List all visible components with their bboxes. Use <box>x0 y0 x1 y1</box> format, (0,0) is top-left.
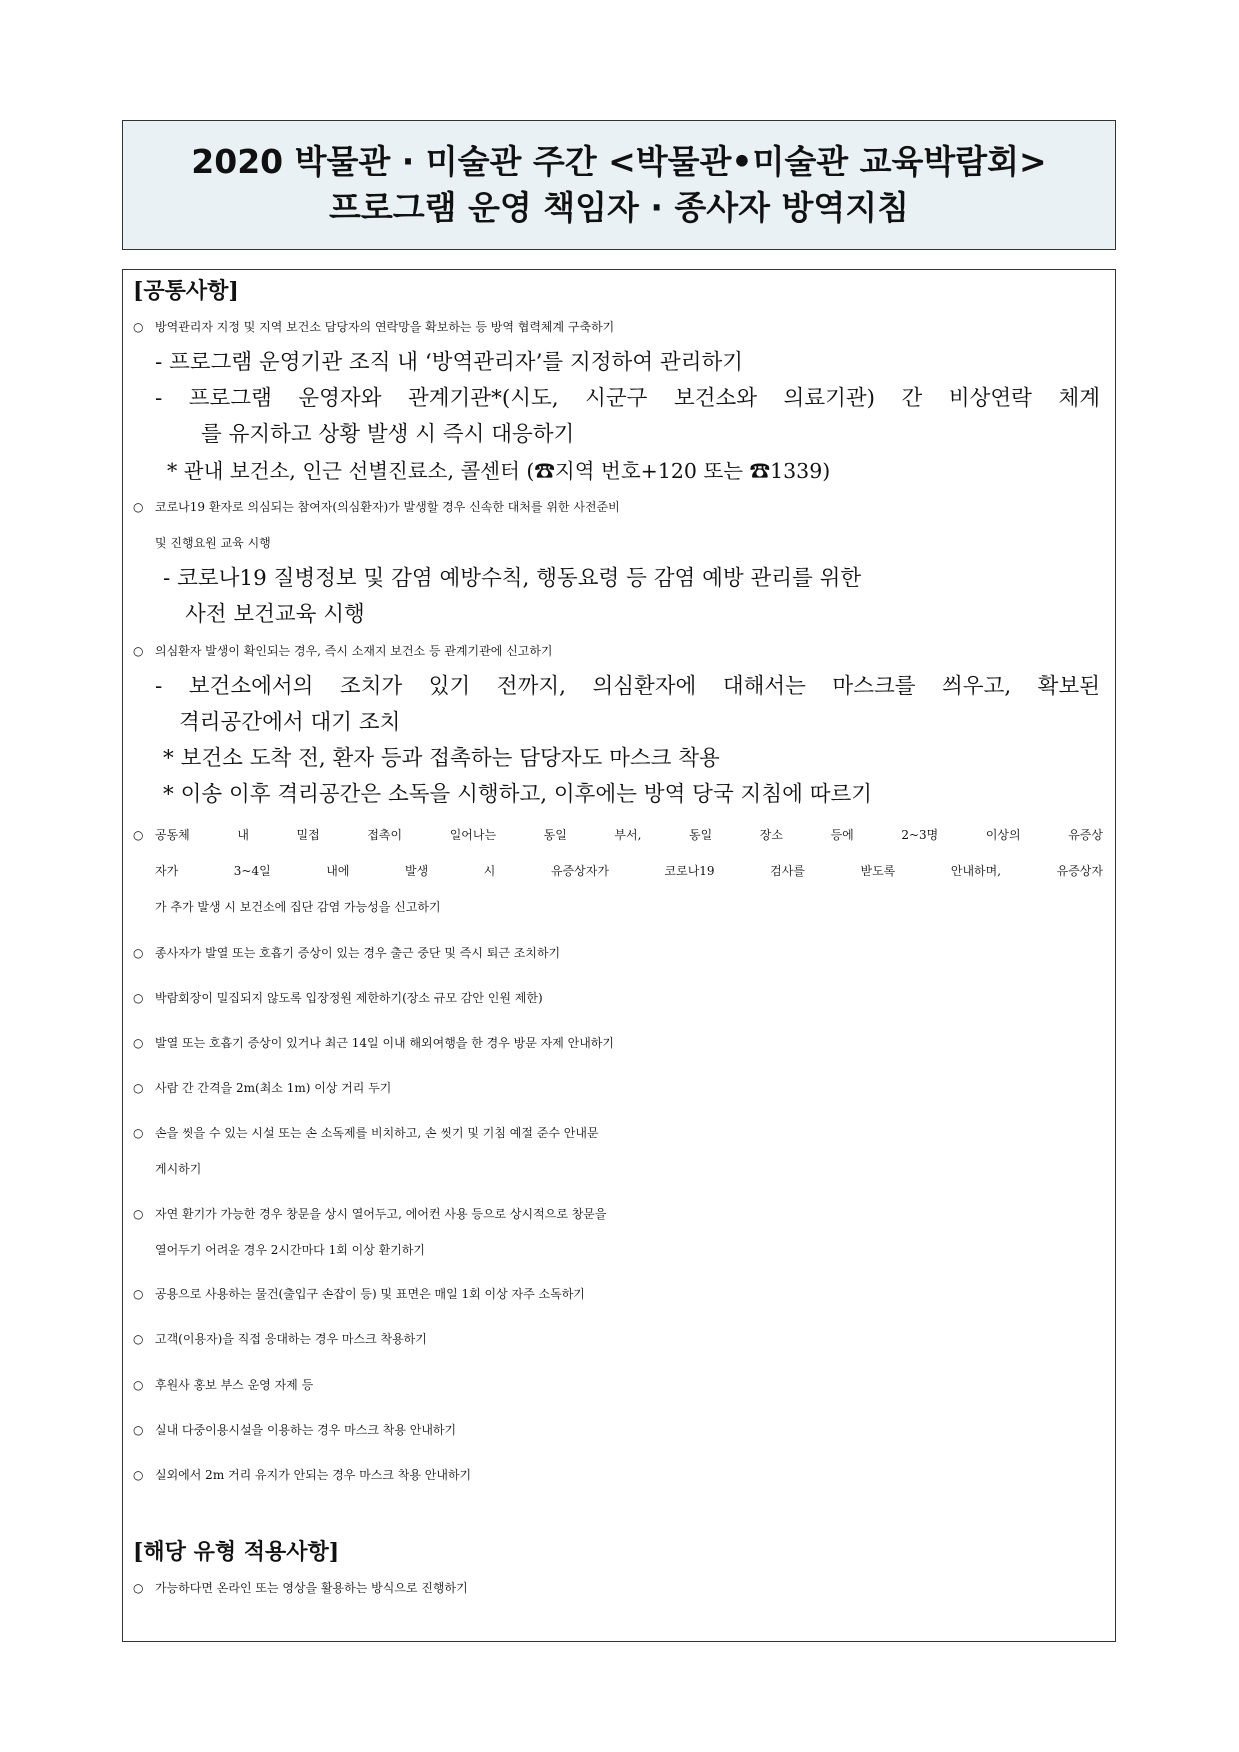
item-text: 코로나19 환자로 의심되는 참여자(의심환자)가 발생할 경우 신속한 대처를 위한 사전준비 <box>155 500 620 514</box>
item-text: 자연 환기가 가능한 경우 창문을 상시 열어두고, 에어컨 사용 등으로 상시적으로 창문을 <box>155 1207 607 1221</box>
list-item <box>133 1412 1103 1448</box>
item-text: 가 추가 발생 시 보건소에 집단 감염 가능성을 신고하기 <box>155 900 441 914</box>
guideline-content-box <box>122 269 1116 1642</box>
bullet-circle: ○ <box>133 1081 144 1095</box>
item-text: 박람회장이 밀집되지 않도록 입장정원 제한하기(장소 규모 감안 인원 제한) <box>155 991 543 1005</box>
bullet-circle: ○ <box>133 320 144 334</box>
item-text: 고객(이용자)을 직접 응대하는 경우 마스크 착용하기 <box>155 1332 427 1346</box>
bullet-circle: ○ <box>133 1036 144 1050</box>
item-text: 후원사 홍보 부스 운영 자제 등 <box>155 1378 314 1392</box>
item-text: 격리공간에서 대기 조치 <box>179 710 401 735</box>
item-text: 가능하다면 온라인 또는 영상을 활용하는 방식으로 진행하기 <box>155 1581 468 1595</box>
bullet-circle: ○ <box>133 1581 144 1595</box>
list-item <box>133 633 1103 669</box>
list-item <box>133 1367 1103 1403</box>
bullet-circle: ○ <box>133 644 144 658</box>
item-text: 를 유지하고 상황 발생 시 즉시 대응하기 <box>201 422 575 447</box>
item-text: 공동체 내 밀접 접촉이 일어나는 동일 부서, 동일 장소 등에 2~3명 이상의 유증상 <box>155 828 1103 842</box>
list-item <box>133 817 1103 925</box>
title-box <box>122 120 1116 250</box>
specific-section-heading: [해당 유형 적용사항] <box>133 1539 340 1565</box>
bullet-circle: ○ <box>133 1207 144 1221</box>
bullet-circle: ○ <box>133 1468 144 1482</box>
bullet-circle: ○ <box>133 1332 144 1346</box>
item-text: - 보건소에서의 조치가 있기 전까지, 의심환자에 대해서는 마스크를 씌우고, 확보된 <box>155 674 1100 699</box>
document-title-line-2: 프로그램 운영 책임자 · 종사자 방역지침 <box>328 188 910 227</box>
item-text: 열어두기 어려운 경우 2시간마다 1회 이상 환기하기 <box>155 1243 425 1257</box>
item-text: * 관내 보건소, 인근 선별진료소, 콜센터 (☎지역 번호+120 또는 ☎1339) <box>167 459 831 483</box>
item-text: - 프로그램 운영기관 조직 내 ‘방역관리자’를 지정하여 관리하기 <box>155 350 744 375</box>
item-text: 발열 또는 호흡기 증상이 있거나 최근 14일 이내 해외여행을 한 경우 방문 자제 안내하기 <box>155 1036 614 1050</box>
item-text: * 보건소 도착 전, 환자 등과 접촉하는 담당자도 마스크 착용 <box>163 746 720 771</box>
list-item <box>133 980 1103 1016</box>
item-text: 종사자가 발열 또는 호흡기 증상이 있는 경우 출근 중단 및 즉시 퇴근 조치하기 <box>155 946 561 960</box>
list-item <box>133 1457 1103 1493</box>
list-item <box>133 1115 1103 1187</box>
item-text: - 코로나19 질병정보 및 감염 예방수칙, 행동요령 등 감염 예방 관리를 위한 <box>163 566 862 591</box>
common-section-heading: [공통사항] <box>133 278 239 304</box>
list-note <box>133 453 1137 489</box>
list-subitem <box>133 381 1125 453</box>
item-text: 공용으로 사용하는 물건(출입구 손잡이 등) 및 표면은 매일 1회 이상 자주 소독하기 <box>155 1287 585 1301</box>
item-text: 게시하기 <box>155 1162 202 1176</box>
item-text: 실내 다중이용시설을 이용하는 경우 마스크 착용 안내하기 <box>155 1423 457 1437</box>
item-text: 및 진행요원 교육 시행 <box>155 536 271 550</box>
bullet-circle: ○ <box>133 1126 144 1140</box>
list-note <box>133 741 1133 777</box>
item-text: 사전 보건교육 시행 <box>185 602 365 627</box>
list-item <box>133 1276 1103 1312</box>
list-subitem <box>133 669 1125 741</box>
bullet-circle: ○ <box>133 500 144 514</box>
list-item <box>133 309 1103 345</box>
list-item <box>133 1196 1103 1268</box>
item-text: 손을 씻을 수 있는 시설 또는 손 소독제를 비치하고, 손 씻기 및 기침 예절 준수 안내문 <box>155 1126 599 1140</box>
list-subitem <box>133 345 1125 381</box>
item-text: - 프로그램 운영자와 관계기관*(시도, 시군구 보건소와 의료기관) 간 비상연락 체계 <box>155 386 1100 411</box>
list-note <box>133 777 1133 813</box>
bullet-circle: ○ <box>133 1287 144 1301</box>
bullet-circle: ○ <box>133 1378 144 1392</box>
list-item <box>133 489 1103 561</box>
bullet-circle: ○ <box>133 1423 144 1437</box>
item-text: 의심환자 발생이 확인되는 경우, 즉시 소재지 보건소 등 관계기관에 신고하기 <box>155 644 553 658</box>
list-item <box>133 935 1103 971</box>
item-text: 자가 3~4일 내에 발생 시 유증상자가 코로나19 검사를 받도록 안내하며, 유증상자 <box>155 864 1103 878</box>
item-text: 방역관리자 지정 및 지역 보건소 담당자의 연락망을 확보하는 등 방역 협력체계 구축하기 <box>155 320 615 334</box>
item-text: * 이송 이후 격리공간은 소독을 시행하고, 이후에는 방역 당국 지침에 따르기 <box>163 782 872 807</box>
bullet-circle: ○ <box>133 991 144 1005</box>
list-subitem <box>133 561 1133 633</box>
list-item <box>133 1321 1103 1357</box>
bullet-circle: ○ <box>133 946 144 960</box>
list-item <box>133 1070 1103 1106</box>
list-item <box>133 1570 1103 1606</box>
bullet-circle: ○ <box>133 828 144 842</box>
item-text: 실외에서 2m 거리 유지가 안되는 경우 마스크 착용 안내하기 <box>155 1468 472 1482</box>
item-text: 사람 간 간격을 2m(최소 1m) 이상 거리 두기 <box>155 1081 392 1095</box>
document-title-line-1: 2020 박물관 · 미술관 주간 <박물관•미술관 교육박람회> <box>191 142 1047 181</box>
list-item <box>133 1025 1103 1061</box>
